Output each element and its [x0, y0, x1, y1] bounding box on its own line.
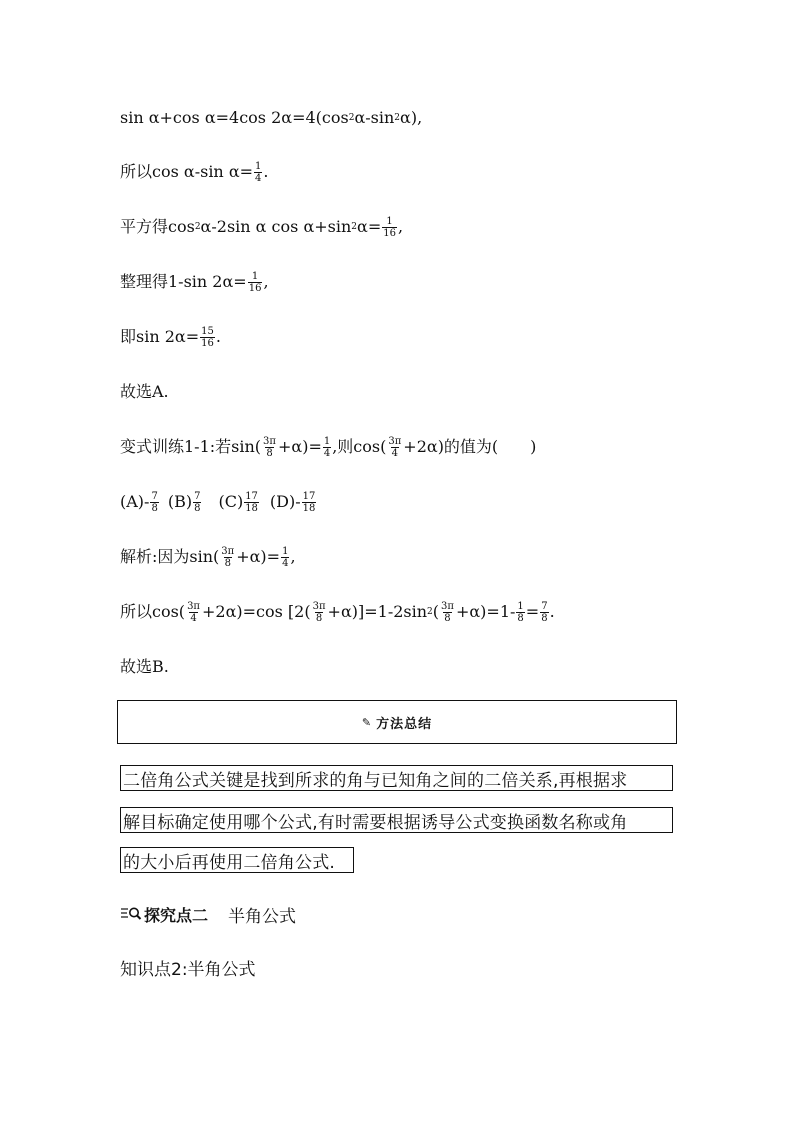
- text: 即sin 2α=: [120, 327, 200, 346]
- denominator: 8: [315, 612, 323, 624]
- text: ,: [263, 272, 269, 291]
- numerator: 7: [151, 490, 158, 502]
- text: +α)]=1-2sin: [327, 602, 428, 621]
- text: α-2sin α cos α+sin: [200, 217, 352, 236]
- equation-line-4: [120, 262, 269, 302]
- text: .: [215, 327, 221, 346]
- numerator: 3π: [441, 600, 454, 612]
- denominator: 18: [302, 502, 316, 514]
- summary-line-1: [120, 765, 673, 791]
- numerator: 15: [201, 325, 214, 337]
- fraction: [516, 601, 524, 624]
- fraction: [302, 491, 317, 514]
- fraction: [220, 546, 235, 569]
- numerator: 1: [517, 600, 524, 612]
- fraction: [312, 601, 327, 624]
- options-line: [120, 482, 317, 522]
- section-subtitle: 半角公式: [228, 907, 297, 927]
- fraction: [193, 491, 201, 514]
- numerator: 1: [255, 160, 262, 172]
- fraction: [281, 546, 289, 569]
- text: α),: [400, 108, 423, 127]
- option-d: [270, 491, 317, 514]
- option-a: [120, 491, 160, 514]
- numerator: 1: [282, 545, 289, 557]
- denominator: 8: [194, 502, 201, 514]
- solution-line-1: [120, 537, 296, 577]
- numerator: 7: [194, 490, 201, 502]
- text: 解目标确定使用哪个公式,有时需要根据诱导公式变换函数名称或角: [123, 812, 628, 833]
- denominator: 8: [517, 612, 524, 624]
- denominator: 8: [151, 502, 158, 514]
- denominator: 16: [201, 337, 214, 349]
- numerator: 3π: [312, 600, 326, 612]
- pen-icon: ✎: [361, 715, 373, 729]
- fraction: [262, 436, 277, 459]
- text: ,: [397, 217, 404, 236]
- fraction: [150, 491, 158, 514]
- text: α-sin: [354, 108, 395, 127]
- text: (D)-: [269, 491, 301, 511]
- numerator: 7: [541, 600, 548, 612]
- text: 二倍角公式关键是找到所求的角与已知角之间的二倍关系,再根据求: [123, 770, 628, 791]
- denominator: 4: [323, 447, 331, 459]
- text: 所以cos α-sin α=: [120, 162, 254, 181]
- denominator: 16: [383, 227, 396, 239]
- text: (B): [167, 491, 193, 511]
- text: ,: [290, 547, 296, 566]
- equation-line-1: sin α+cos α=4cos 2α=4(cos 2 α-sin 2 α),: [120, 108, 423, 127]
- text: .: [263, 162, 269, 181]
- numerator: 3π: [388, 435, 402, 447]
- fraction: [248, 271, 263, 294]
- text: (C): [218, 491, 244, 511]
- numerator: 1: [386, 215, 393, 227]
- text: 整理得1-sin 2α=: [120, 272, 247, 291]
- magnifier-svg: [120, 906, 142, 920]
- text: +α)=: [236, 547, 281, 566]
- text: 所以cos(: [120, 602, 186, 621]
- summary-line-2: [120, 807, 673, 833]
- fraction: [387, 436, 402, 459]
- knowledge-point: [120, 950, 256, 990]
- equation-line-3: 平方得cos 2 α-2sin α cos α+sin 2 α= $\frac{1}{16}$ ,: [120, 215, 404, 239]
- fraction: [244, 491, 259, 514]
- numerator: 3π: [187, 600, 200, 612]
- section-label: 探究点二: [144, 906, 209, 925]
- fraction: [200, 326, 215, 349]
- numerator: 1: [251, 270, 259, 282]
- denominator: 4: [391, 447, 399, 459]
- text: 解析:因为sin(: [120, 547, 220, 566]
- text: 故选B.: [120, 657, 169, 676]
- method-title: 方法总结: [376, 716, 433, 732]
- text: ,则cos(: [332, 437, 387, 456]
- text: +α)=: [277, 437, 322, 456]
- text: =: [525, 602, 540, 621]
- section-heading: [120, 902, 296, 927]
- denominator: 16: [248, 282, 262, 294]
- exercise-line: [120, 427, 536, 467]
- denominator: 4: [282, 557, 289, 569]
- text: (A)-: [120, 491, 150, 511]
- numerator: 17: [302, 490, 316, 502]
- fraction: [254, 161, 262, 184]
- denominator: 8: [266, 447, 273, 459]
- text: .: [549, 602, 555, 621]
- denominator: 4: [190, 612, 197, 624]
- magnifier-icon: [120, 906, 142, 924]
- option-c: [218, 491, 259, 514]
- fraction: [440, 601, 455, 624]
- equation-line-2: [120, 152, 269, 192]
- fraction: [540, 601, 548, 624]
- text: +2α)的值为( ): [403, 437, 537, 456]
- text: 知识点2:半角公式: [120, 960, 256, 980]
- text: sin α+cos α=4cos 2α=4(cos: [120, 108, 349, 127]
- text: +α)=1-: [455, 602, 516, 621]
- denominator: 8: [541, 612, 548, 624]
- numerator: 3π: [263, 435, 276, 447]
- text: 平方得cos: [120, 217, 195, 236]
- solution-line-2: 所以cos( $\frac{3\pi}{4}$ +2α)=cos [2( $\frac{3\pi}{8}$ +α)]=1-2sin 2 ( $\frac{3\pi}{8}$ +α)=1- $\frac{1}{8}$ = $\frac{7}{8}$ .: [120, 600, 555, 624]
- fraction: [382, 216, 397, 239]
- text: 变式训练1-1:若sin(: [120, 437, 262, 456]
- numerator: 17: [245, 490, 258, 502]
- text: 故选A.: [120, 382, 169, 401]
- denominator: 4: [255, 172, 262, 184]
- numerator: 3π: [221, 545, 235, 557]
- text: α=: [357, 217, 382, 236]
- answer-line-b: [120, 647, 169, 687]
- summary-line-3: [120, 847, 354, 873]
- method-summary-header: [117, 700, 677, 744]
- text: 的大小后再使用二倍角公式.: [123, 852, 336, 873]
- denominator: 8: [224, 557, 231, 569]
- fraction: [186, 601, 201, 624]
- fraction: [323, 436, 331, 459]
- numerator: 1: [323, 435, 331, 447]
- text: (: [432, 602, 440, 621]
- option-b: [168, 491, 203, 514]
- text: +2α)=cos [2(: [202, 602, 311, 621]
- denominator: 8: [444, 612, 451, 624]
- answer-line-a: [120, 372, 169, 412]
- denominator: 18: [245, 502, 258, 514]
- equation-line-5: [120, 317, 221, 357]
